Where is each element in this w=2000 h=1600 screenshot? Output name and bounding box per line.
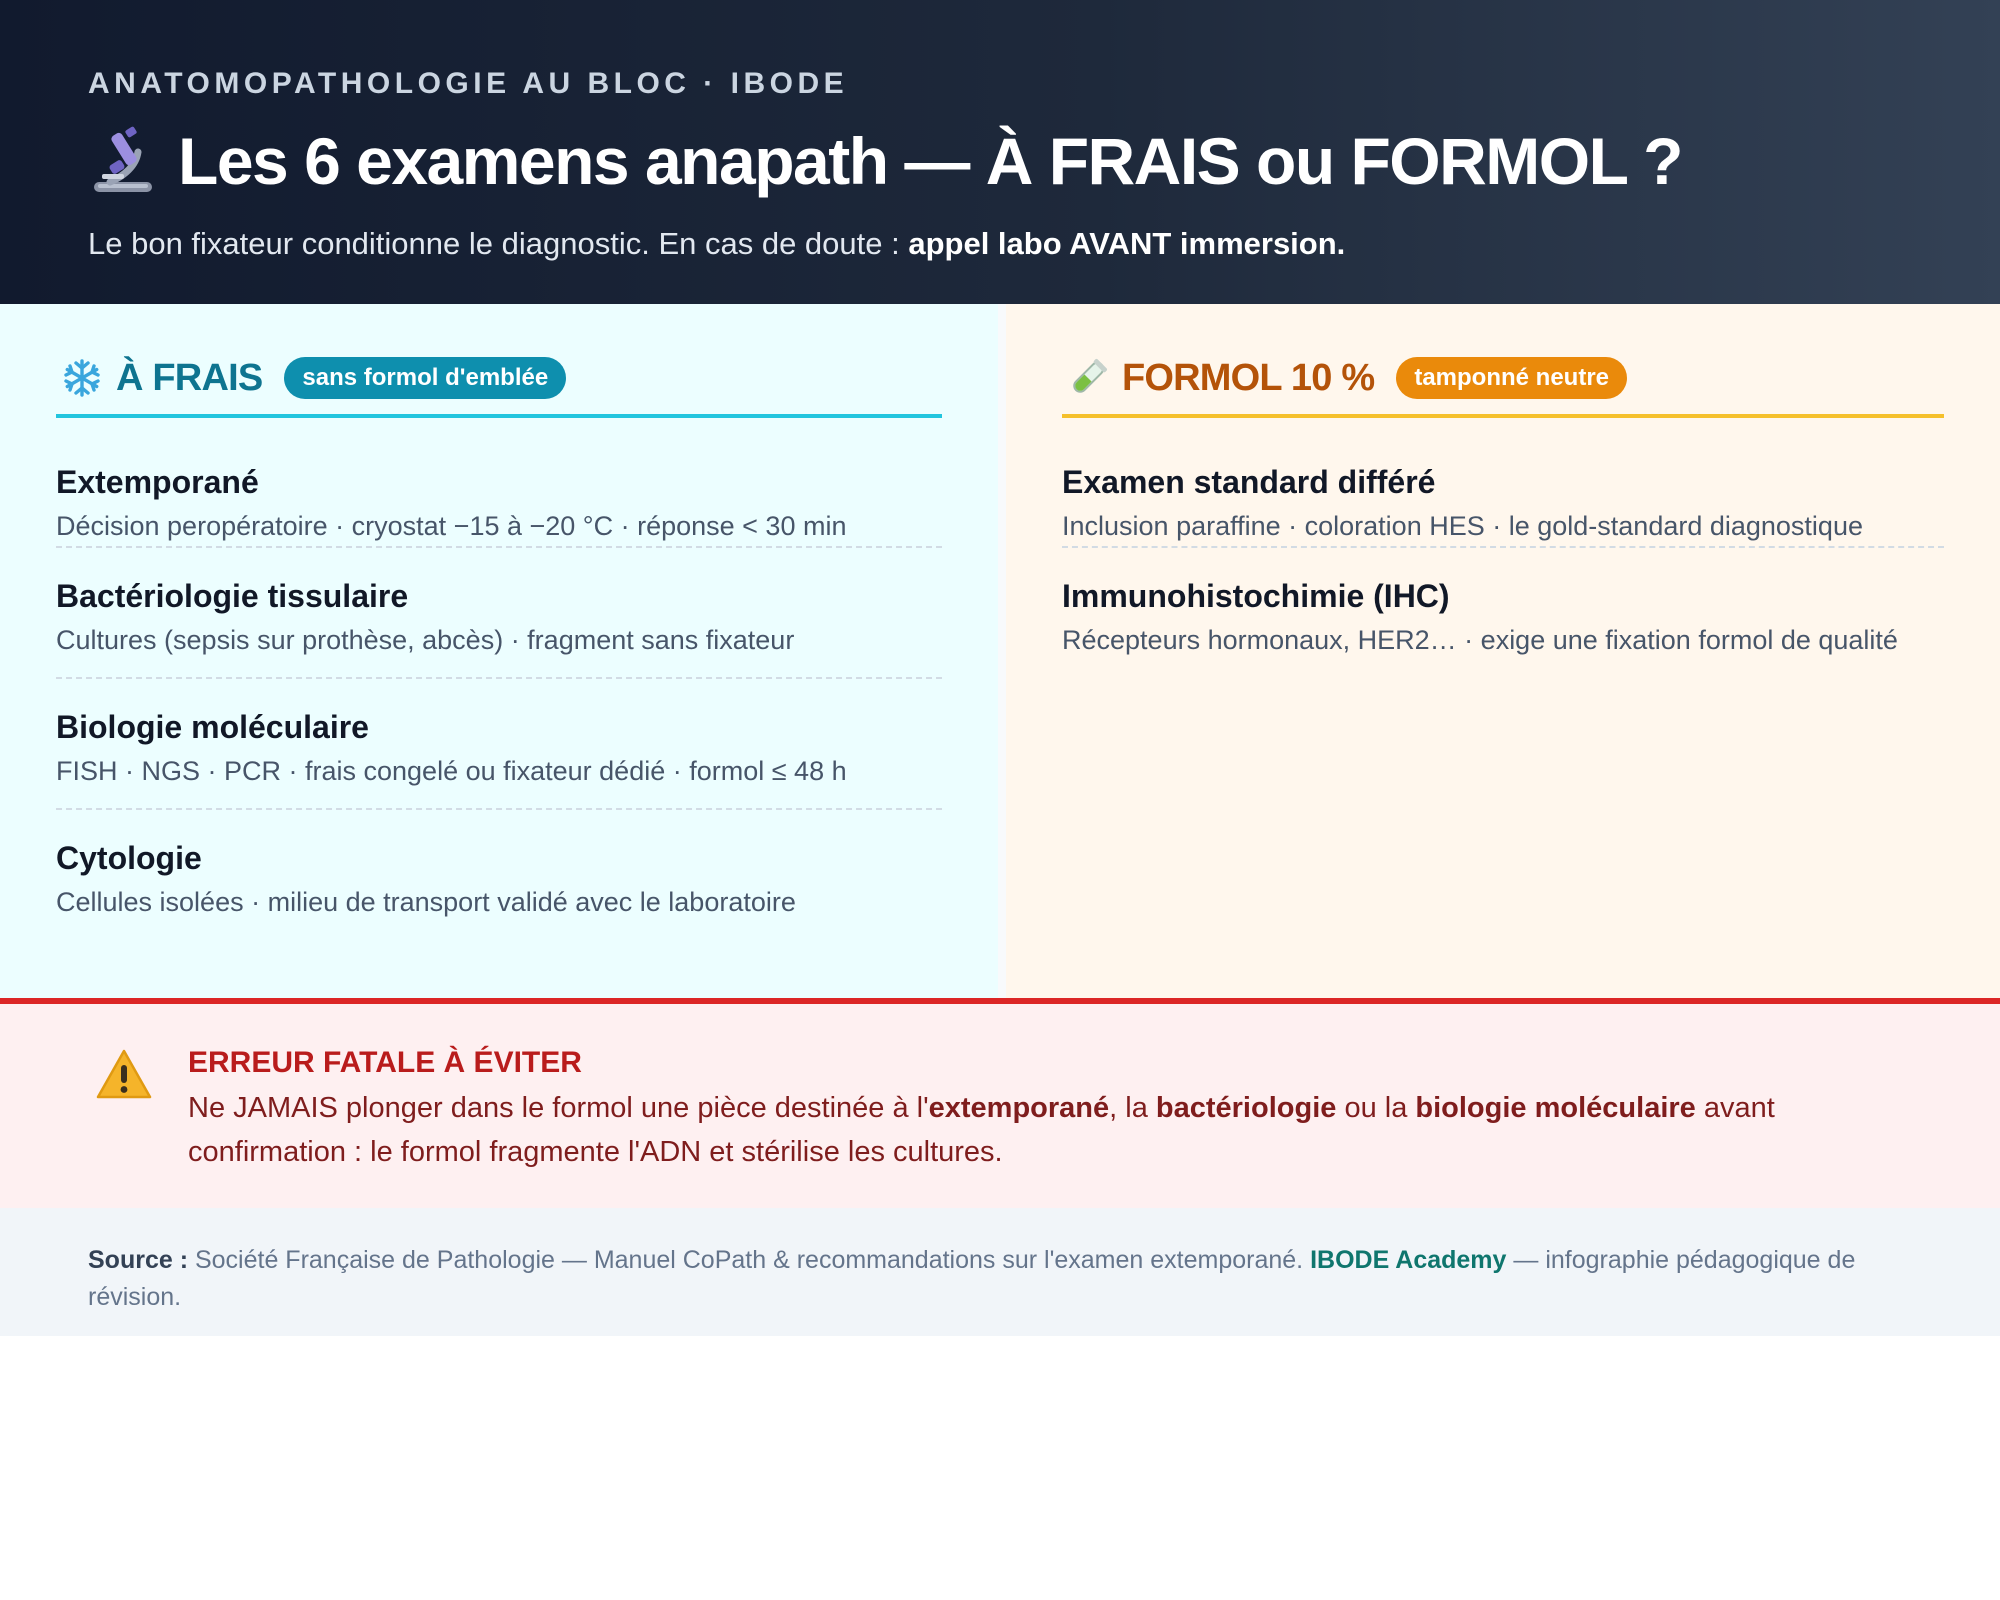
fresh-badge: sans formol d'emblée	[284, 357, 566, 399]
exam-item	[1062, 418, 1944, 548]
brand-name: IBODE Academy	[1310, 1246, 1507, 1274]
exam-item	[56, 418, 942, 548]
footer-tail: — infographie pédagogique de révision.	[88, 1246, 1856, 1311]
source-label: Source :	[88, 1246, 189, 1274]
exam-description: Récepteurs hormonaux, HER2… · exige une fixation formol de qualité	[1062, 625, 1898, 655]
warning-emphasis: extemporané	[928, 1092, 1110, 1124]
header	[0, 0, 2000, 304]
footer-source	[0, 1208, 2000, 1336]
eyebrow: ANATOMOPATHOLOGIE AU BLOC · IBODE	[88, 67, 849, 100]
source-text: Société Française de Pathologie — Manuel CoPath & recommandations sur l'examen extemporané.	[188, 1246, 1311, 1274]
exam-description: Inclusion paraffine · coloration HES · le gold-standard diagnostique	[1062, 511, 1863, 541]
warning-body	[188, 1044, 1928, 1208]
warning-text-part: Ne JAMAIS plonger dans le formol une pièce destinée à l'	[188, 1092, 929, 1124]
warning-text	[188, 1086, 1928, 1174]
warning-emphasis: biologie moléculaire	[1415, 1092, 1696, 1124]
warning-callout	[0, 1004, 2000, 1208]
columns	[0, 304, 2000, 998]
exam-description: Cultures (sepsis sur prothèse, abcès) · fragment sans fixateur	[56, 625, 795, 655]
snowflake-icon	[62, 358, 102, 398]
warning-text-part: avant confirmation : le formol fragmente l'ADN et stérilise les cultures.	[188, 1092, 1775, 1168]
warning-title: ERREUR FATALE À ÉVITER	[188, 1046, 582, 1079]
exam-description: FISH · NGS · PCR · frais congelé ou fixateur dédié · formol ≤ 48 h	[56, 756, 847, 786]
exam-item	[1062, 548, 1944, 679]
exam-name: Biologie moléculaire	[56, 709, 369, 745]
warning-emphasis: bactériologie	[1155, 1092, 1337, 1124]
exam-item	[56, 679, 942, 810]
formol-column	[1006, 304, 2000, 998]
exam-description: Cellules isolées · milieu de transport validé avec le laboratoire	[56, 887, 796, 917]
column-divider	[998, 304, 1006, 998]
exam-name: Extemporané	[56, 464, 259, 500]
fresh-column-header	[56, 350, 942, 418]
exam-item	[56, 548, 942, 679]
subtitle	[88, 224, 1912, 264]
warning-text-part: , la	[1109, 1092, 1156, 1124]
microscope-icon	[88, 126, 158, 196]
test-tube-icon	[1068, 358, 1108, 398]
exam-item	[56, 810, 942, 941]
fresh-column	[0, 304, 998, 998]
formol-title: FORMOL 10 %	[1122, 356, 1375, 399]
formol-column-header	[1062, 350, 1944, 418]
exam-name: Bactériologie tissulaire	[56, 578, 409, 614]
exam-name: Cytologie	[56, 840, 202, 876]
fresh-title: À FRAIS	[116, 356, 263, 399]
exam-name: Immunohistochimie (IHC)	[1062, 578, 1450, 614]
formol-badge: tamponné neutre	[1396, 357, 1627, 399]
warning-icon	[96, 1048, 152, 1100]
subtitle-lead: Le bon fixateur conditionne le diagnostic. En cas de doute :	[88, 226, 909, 261]
page-title: Les 6 examens anapath — À FRAIS ou FORMOL ?	[178, 124, 1682, 198]
subtitle-emphasis: appel labo AVANT immersion.	[908, 226, 1346, 261]
exam-description: Décision peropératoire · cryostat −15 à −20 °C · réponse < 30 min	[56, 511, 847, 541]
exam-name: Examen standard différé	[1062, 464, 1436, 500]
warning-text-part: ou la	[1336, 1092, 1416, 1124]
title-row	[88, 124, 1912, 198]
